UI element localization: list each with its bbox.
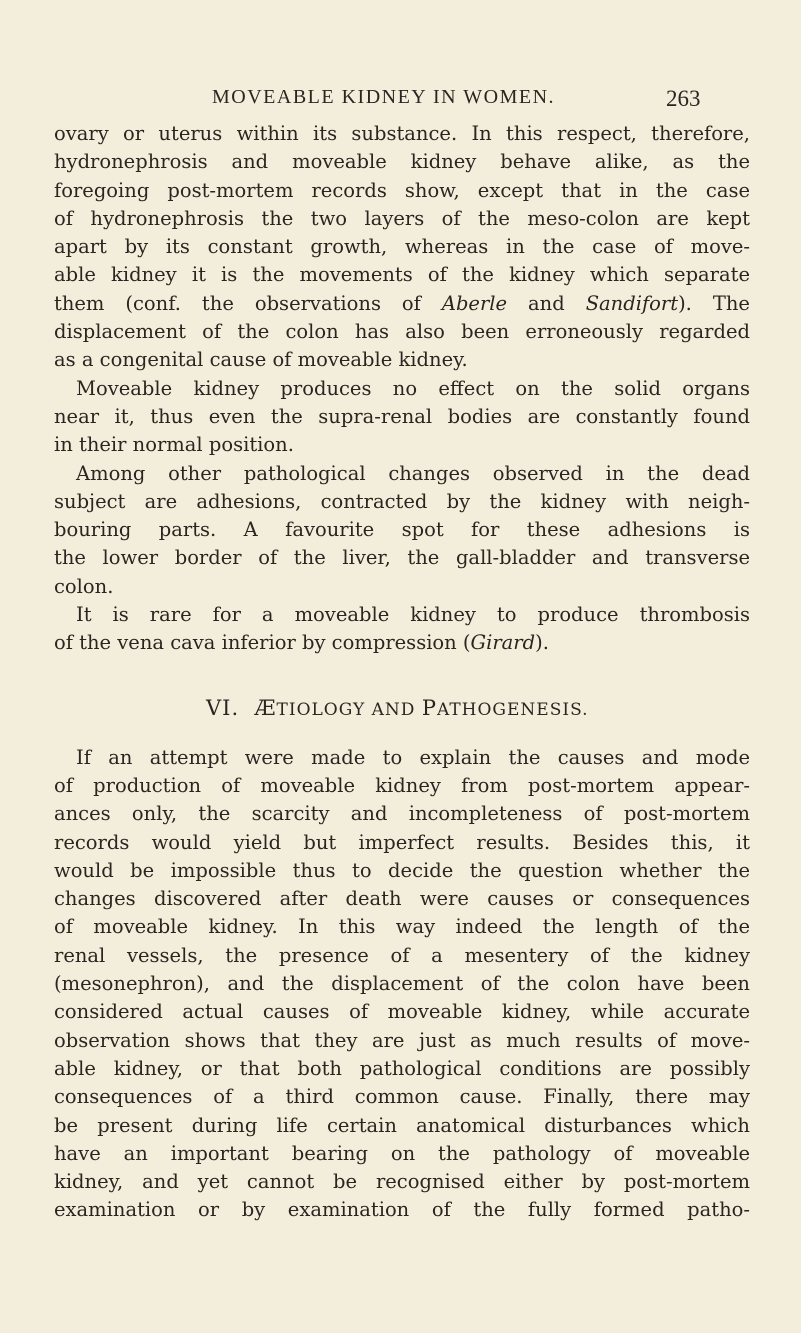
- text-line: Among other pathological changes observed in the dead: [76, 461, 750, 485]
- text-line: [54, 629, 750, 657]
- heading-initial: P: [421, 695, 437, 720]
- heading-smallcaps: TIOLOGY AND: [276, 699, 422, 720]
- text-line: have an important bearing on the pathology of moveable: [54, 1141, 750, 1165]
- text-line: colon.: [54, 574, 114, 598]
- text-line: the lower border of the liver, the gall-bladder and transverse: [54, 546, 750, 570]
- text-line: ances only, the scarcity and incompleteness of post-mortem: [54, 802, 750, 826]
- text-line: displacement of the colon has also been erroneously regarded: [54, 320, 750, 344]
- text-line: kidney, and yet cannot be recognised either by post-mortem: [54, 1170, 750, 1194]
- heading-smallcaps: ATHOGENESIS.: [436, 699, 589, 720]
- paragraph-2: [54, 375, 750, 460]
- section-heading: [54, 688, 750, 728]
- text-line: apart by its constant growth, whereas in the case of move-: [54, 235, 750, 259]
- running-head: [0, 86, 801, 116]
- text-line: records would yield but imperfect results. Besides this, it: [54, 830, 750, 854]
- text-line: hydronephrosis and moveable kidney behave alike, as the: [54, 150, 750, 174]
- cited-author: Sandifort: [585, 291, 679, 315]
- running-title: MOVEABLE KIDNEY IN WOMEN.: [212, 86, 556, 108]
- page-number: 263: [666, 86, 701, 111]
- text-line: near it, thus even the supra-renal bodies are constantly found: [54, 404, 750, 428]
- text-segment: and: [507, 291, 586, 315]
- text-line: consequences of a third common cause. Finally, there may: [54, 1085, 750, 1109]
- text-line: foregoing post-mortem records show, except that in the case: [54, 178, 750, 202]
- text-line: of hydronephrosis the two layers of the meso-colon are kept: [54, 206, 750, 230]
- text-line: observation shows that they are just as much results of move-: [54, 1028, 750, 1052]
- text-line: ovary or uterus within its substance. In this respect, therefore,: [54, 122, 750, 145]
- text-line: examination or by examination of the fully formed patho-: [54, 1198, 750, 1222]
- text-line: of moveable kidney. In this way indeed the length of the: [54, 915, 750, 939]
- text-line: [54, 290, 750, 318]
- paragraph-5: [54, 744, 750, 1225]
- text-line: renal vessels, the presence of a mesentery of the kidney: [54, 943, 750, 967]
- paragraph-3: [54, 460, 750, 601]
- cited-author: Girard: [470, 631, 536, 655]
- text-line: considered actual causes of moveable kidney, while accurate: [54, 1000, 750, 1024]
- section-numeral: VI.: [206, 695, 240, 720]
- text-line: (mesonephron), and the displacement of the colon have been: [54, 972, 750, 996]
- text-line: It is rare for a moveable kidney to produce thrombosis: [76, 603, 750, 627]
- heading-initial: Æ: [254, 695, 277, 720]
- text-line: of production of moveable kidney from post-mortem appear-: [54, 773, 750, 797]
- text-line: changes discovered after death were causes or consequences: [54, 887, 750, 911]
- text-line: able kidney, or that both pathological conditions are possibly: [54, 1056, 750, 1080]
- text-line: as a congenital cause of moveable kidney.: [54, 348, 468, 372]
- text-line: would be impossible thus to decide the question whether the: [54, 858, 750, 882]
- text-line: bouring parts. A favourite spot for these adhesions is: [54, 518, 750, 542]
- text-line: able kidney it is the movements of the kidney which separate: [54, 263, 750, 287]
- body-text: [54, 120, 750, 1225]
- text-line: subject are adhesions, contracted by the kidney with neigh-: [54, 489, 750, 513]
- text-line: in their normal position.: [54, 433, 294, 457]
- text-segment: ).: [535, 631, 549, 655]
- text-line: If an attempt were made to explain the causes and mode: [76, 745, 750, 769]
- text-line: be present during life certain anatomical disturbances which: [54, 1113, 750, 1137]
- cited-author: Aberle: [441, 291, 508, 315]
- text-segment: of the vena cava inferior by compression (: [54, 631, 471, 655]
- paragraph-4: [54, 601, 750, 658]
- text-segment: ). The: [678, 291, 750, 315]
- text-segment: them (conf. the observations of: [54, 291, 442, 315]
- text-line: Moveable kidney produces no effect on the solid organs: [76, 376, 750, 400]
- paragraph-1: [54, 120, 750, 375]
